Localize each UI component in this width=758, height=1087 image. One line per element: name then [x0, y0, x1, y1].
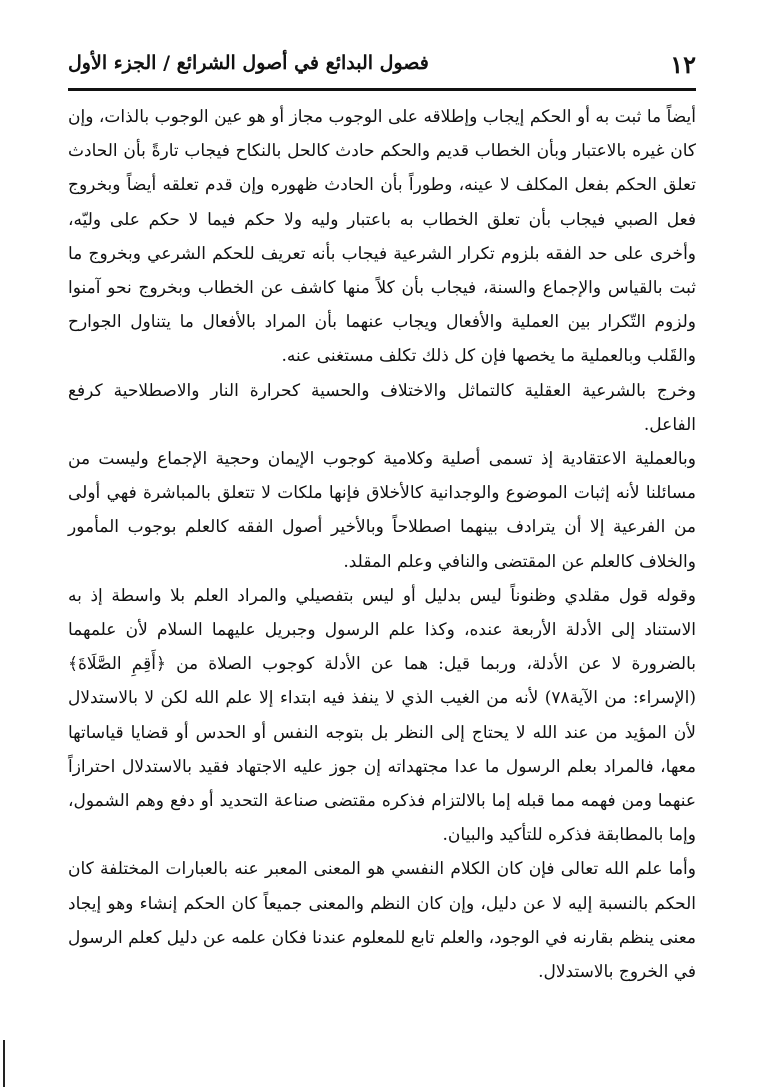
page-number: ١٢	[670, 50, 696, 79]
paragraph: وبالعملية الاعتقادية إذ تسمى أصلية وكلامية كوجوب الإيمان وحجية الإجماع وليست من مسائلنا لأنه إثبات الموضوع والوجدانية كالأخلاق فإنها ملكات لا تتعلق بالمباشرة فهي أولى من الفرعية إلا أن يترادف بينهما اصطلاحاً وبالأخير أصول الفقه كالعلم بوجوب المأمور والخلاف كالعلم عن المقتضى والنافي وعلم المقلد.	[68, 449, 696, 572]
running-title: فصول البدائع في أصول الشرائع / الجزء الأول	[68, 52, 429, 74]
paragraph: وأما علم الله تعالى فإن كان الكلام النفسي هو المعنى المعبر عنه بالعبارات المختلفة كان الحكم بالنسبة إليه لا عن دليل، وإن كان النظم والمعنى جميعاً كان الحكم إنشاء وهو إيجاد معنى ينظم بقارنه في الوجود، والعلم تابع للمعلوم عندنا فكان علمه عن دليل كعلم الرسول في الخروج بالاستدلال.	[68, 859, 696, 983]
paragraph: أيضاً ما ثبت به أو الحكم إيجاب وإطلاقه على الوجوب مجاز أو هو عين الوجوب بالذات، وإن كان غيره بالاعتبار وبأن الخطاب قديم والحكم حادث كالحل بالنكاح فيجاب تارةً بأن الحادث تعلق الحكم بفعل المكلف لا عينه، وطوراً بأن الحادث ظهوره وإن قدم تعلقه أيضاً وبخروج فعل الصبي فيجاب بأن تعلق الخطاب به باعتبار وليه ولا حكم فيما لا حكم على وليّه، وأخرى على حد الفقه بلزوم تكرار الشرعية فيجاب بأنه تعريف للحكم الشرعي وبخروج ما ثبت بالقياس والإجماع والسنة، فيجاب بأن كلاً منها كاشف عن الخطاب وبخروج نحو آمنوا ولزوم التّكرار بين العملية والأفعال ويجاب عنهما بأن المراد بالأفعال ما يتناول الجوارح والقَلب وبالعملية ما يخصها فإن كل ذلك تكلف مستغنى عنه.	[68, 107, 696, 367]
page-header	[68, 46, 696, 86]
paragraph: وخرج بالشرعية العقلية كالتماثل والاختلاف والحسية كحرارة النار والاصطلاحية كرفع الفاعل.	[68, 380, 696, 435]
body-text	[68, 100, 696, 989]
header-rule	[68, 88, 696, 91]
binding-edge-mark	[3, 1040, 5, 1087]
paragraph: وقوله قول مقلدي وظنوناً ليس بدليل أو ليس بتفصيلي والمراد العلم بلا واسطة إذ به الاستناد إلى الأدلة الأربعة عنده، وكذا علم الرسول وجبريل عليهما السلام لأن علمهما بالضرورة لا عن الأدلة، وربما قيل: هما عن الأدلة كوجوب الصلاة من ﴿أَقِمِ الصَّلَاةَ﴾ (الإسراء: من الآية٧٨) لأنه من الغيب الذي لا ينفذ فيه ابتداء إلا علم الله لكن لا بالاستدلال لأن المؤيد من عند الله لا يحتاج إلى النظر بل بتوجه النفس أو الحدس أو قضايا قياساتها معها، فالمراد بعلم الرسول ما عدا مجتهداته إن جوز عليه الاجتهاد فقيد بالاستدلال احترازاً عنهما ومن فهمه مما قبله إما بالالتزام فذكره مقتضى صناعة التحديد أو دفع وهم الشمول، وإما بالمطابقة فذكره للتأكيد والبيان.	[68, 585, 696, 846]
